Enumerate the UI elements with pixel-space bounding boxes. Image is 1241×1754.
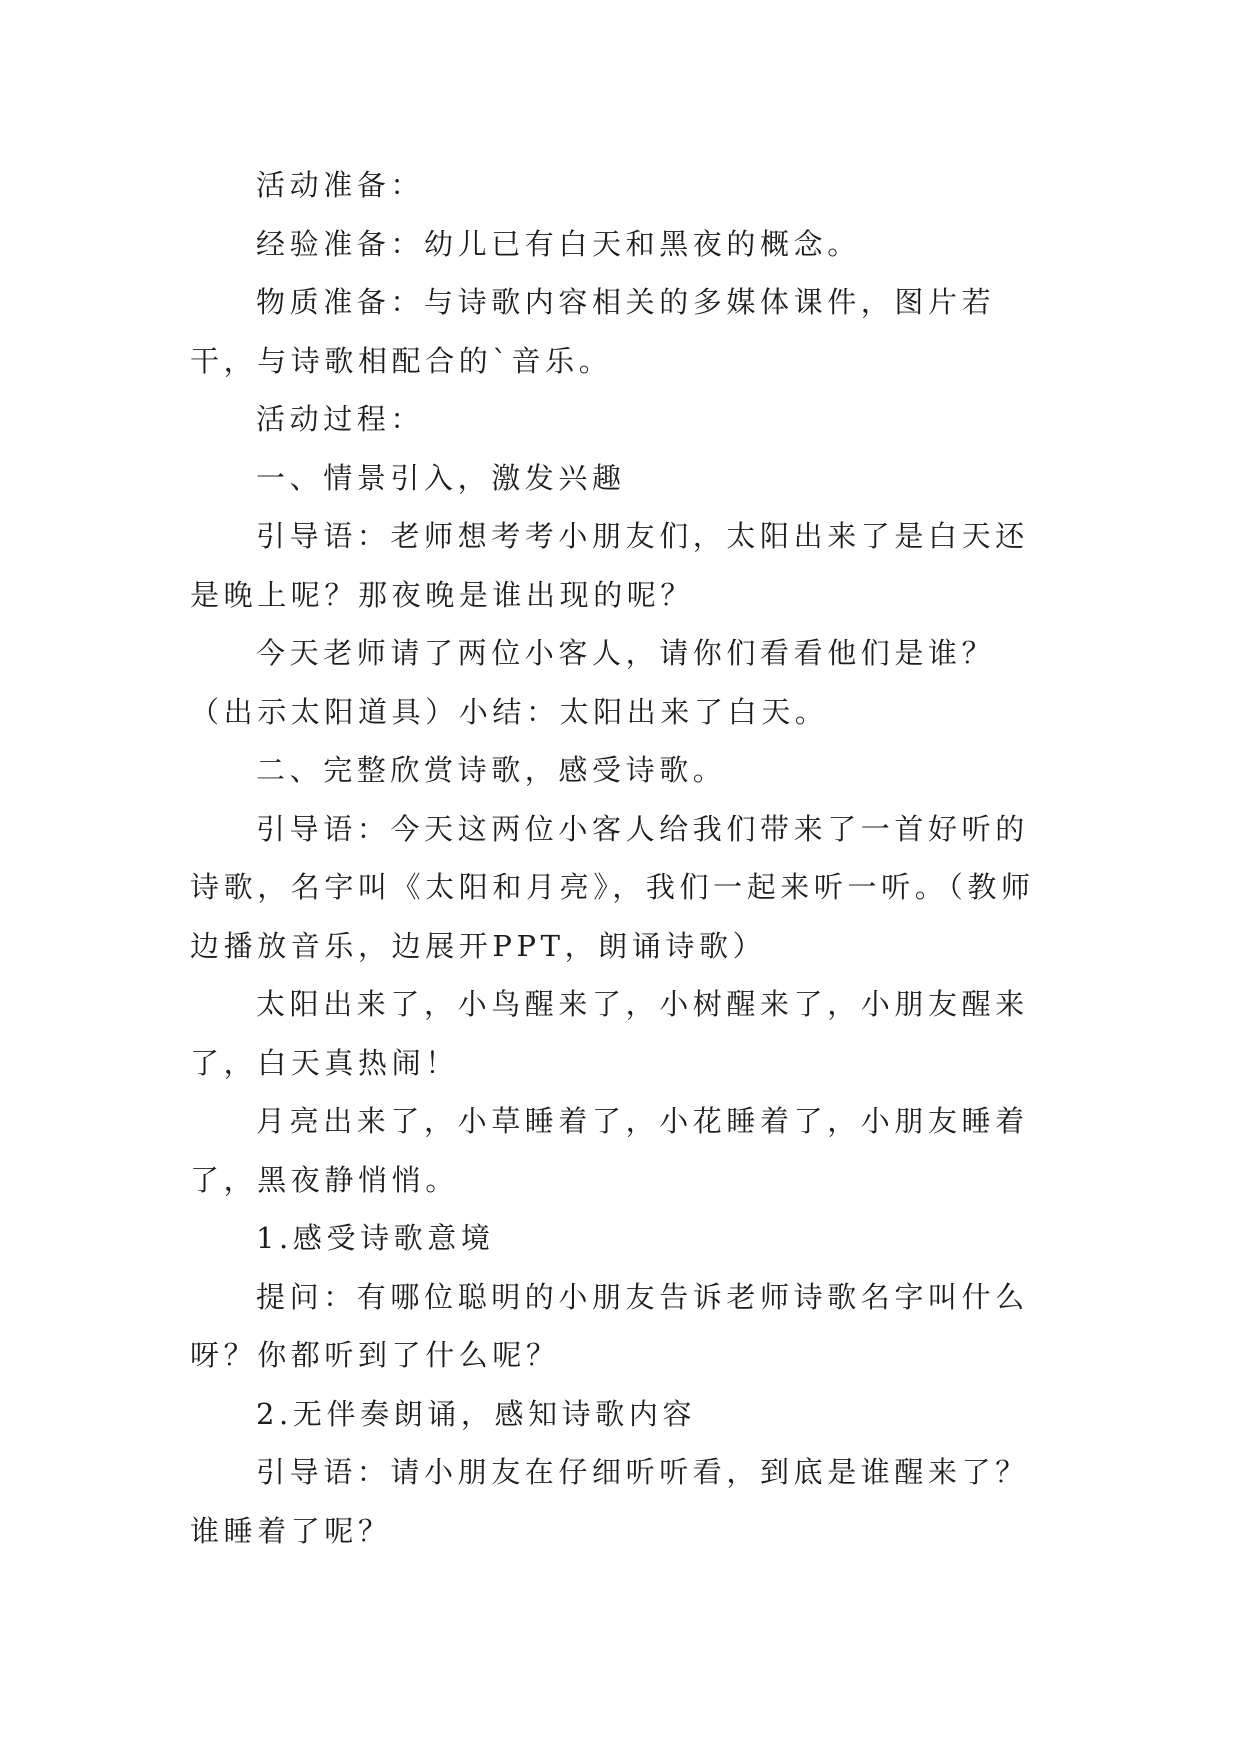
paragraph-experience-prep: 经验准备：幼儿已有白天和黑夜的概念。 (256, 226, 861, 261)
poem-stanza-1: 太阳出来了，小鸟醒来了，小树醒来了，小朋友醒来了，白天真热闹！ (190, 987, 1029, 1080)
paragraph-guide-1: 引导语：老师想考考小朋友们，太阳出来了是白天还是晚上呢？那夜晚是谁出现的呢？ (190, 519, 1029, 612)
document-body (190, 156, 1060, 1560)
poem-stanza-2: 月亮出来了，小草睡着了，小花睡着了，小朋友睡着了，黑夜静悄悄。 (190, 1104, 1029, 1197)
subsection-heading-1: 1.感受诗歌意境 (256, 1221, 495, 1255)
paragraph-material-prep: 物质准备：与诗歌内容相关的多媒体课件，图片若干，与诗歌相配合的`音乐。 (190, 285, 996, 378)
subsection-heading-2: 2.无伴奏朗诵，感知诗歌内容 (256, 1396, 697, 1431)
paragraph-activity-process: 活动过程： (256, 402, 425, 436)
paragraph-activity-prep: 活动准备： (256, 168, 425, 202)
section-heading-2: 二、完整欣赏诗歌，感受诗歌。 (256, 753, 727, 787)
paragraph-question: 提问：有哪位聪明的小朋友告诉老师诗歌名字叫什么呀？你都听到了什么呢？ (190, 1279, 1029, 1372)
paragraph-guide-3: 引导语：请小朋友在仔细听听看，到底是谁醒来了？谁睡着了呢？ (190, 1455, 1029, 1548)
paragraph-guide-2: 引导语：今天这两位小客人给我们带来了一首好听的诗歌，名字叫《太阳和月亮》，我们一起来听一听。（教师边播放音乐，边展开PPT，朗诵诗歌） (190, 811, 1035, 963)
paragraph-guests: 今天老师请了两位小客人，请你们看看他们是谁？（出示太阳道具）小结：太阳出来了白天。 (190, 636, 996, 729)
section-heading-1: 一、情景引入，激发兴趣 (256, 460, 626, 495)
